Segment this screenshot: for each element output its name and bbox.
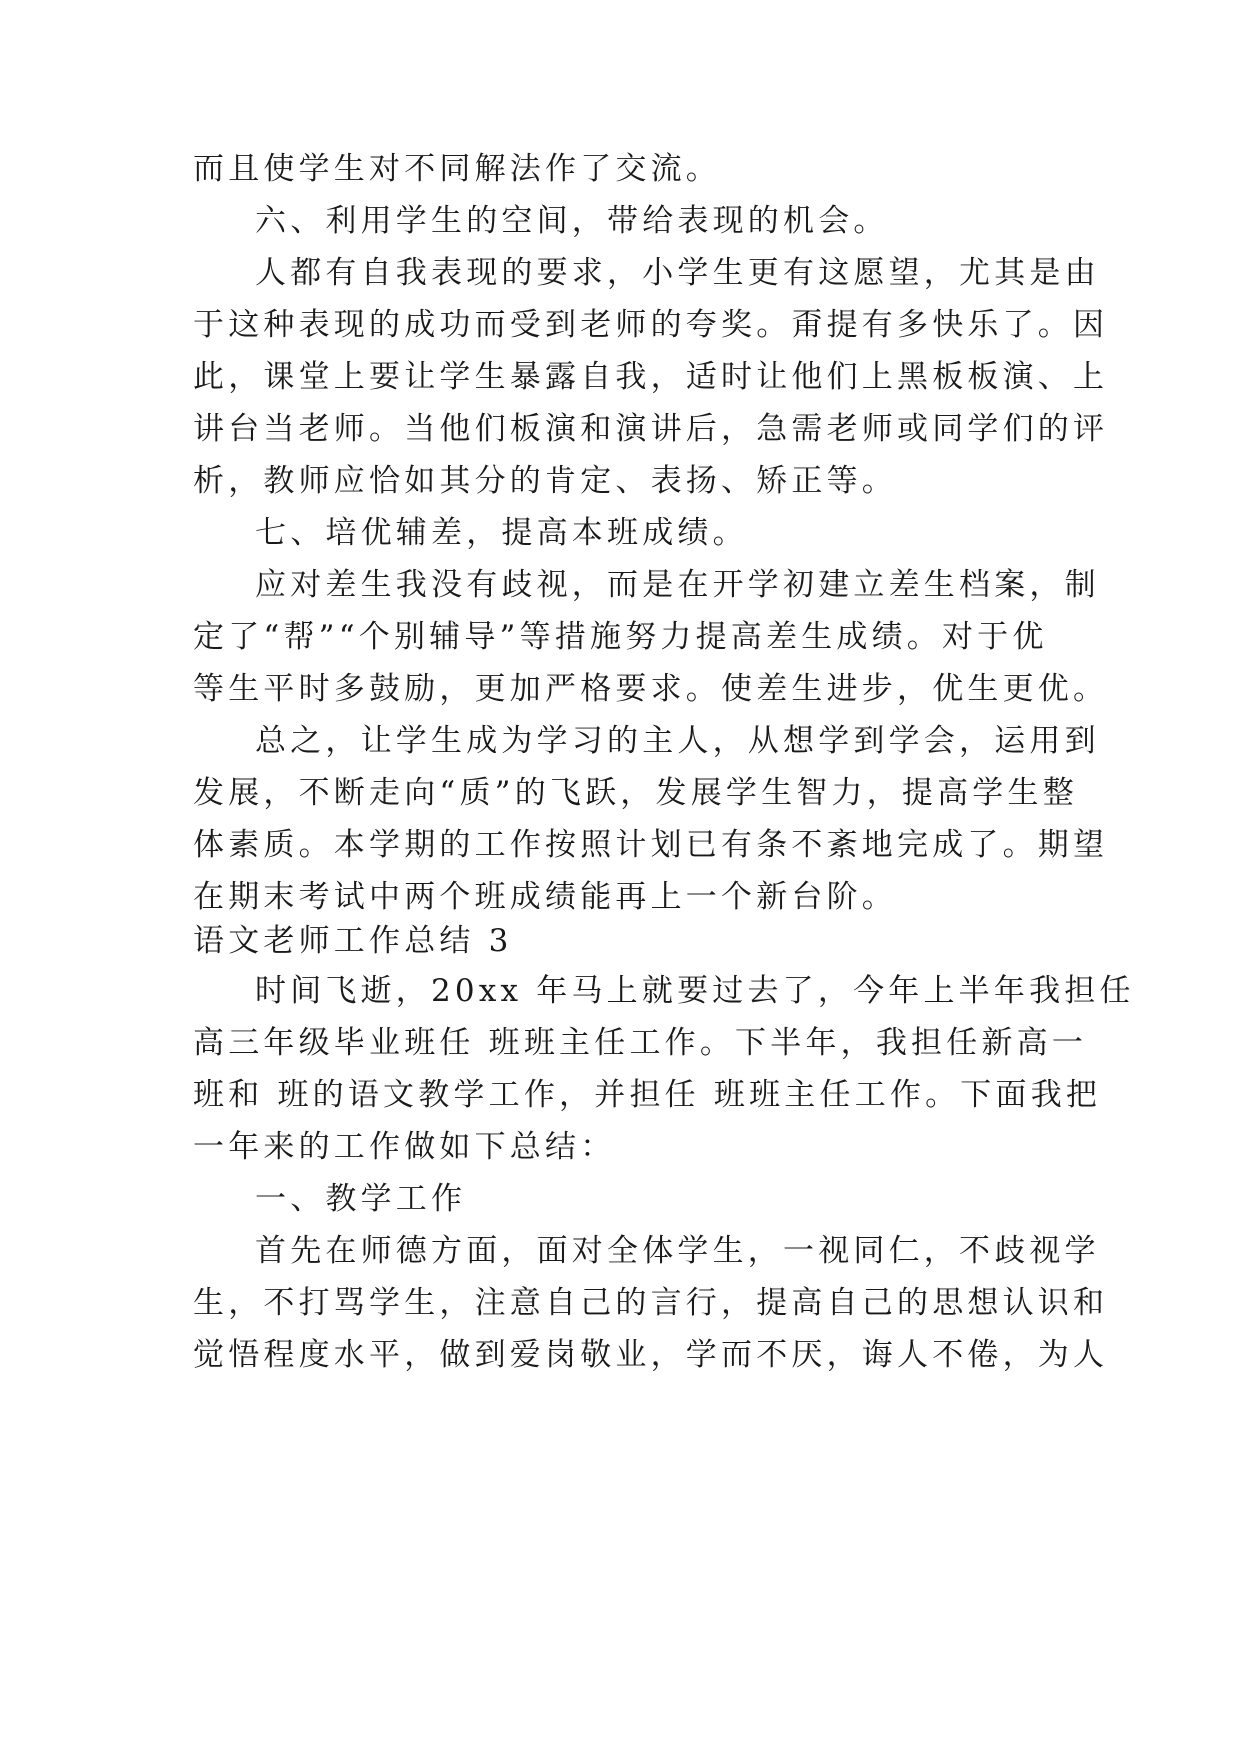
paragraph-line: 在期末考试中两个班成绩能再上一个新台阶。: [193, 879, 897, 915]
paragraph-line: 此，课堂上要让学生暴露自我，适时让他们上黑板板演、上: [193, 359, 1109, 395]
paragraph-line: 高三年级毕业班任 班班主任工作。下半年，我担任新高一: [193, 1025, 1088, 1061]
paragraph-line: 生，不打骂学生，注意自己的言行，提高自己的思想认识和: [193, 1285, 1109, 1321]
paragraph-line: 时间飞逝，20xx 年马上就要过去了，今年上半年我担任: [255, 973, 1135, 1009]
paragraph-line: 而且使学生对不同解法作了交流。: [193, 151, 721, 187]
paragraph-line: 析，教师应恰如其分的肯定、表扬、矫正等。: [193, 463, 897, 499]
paragraph-line: 等生平时多鼓励，更加严格要求。使差生进步，优生更优。: [193, 671, 1109, 707]
paragraph-line: 讲台当老师。当他们板演和演讲后，急需老师或同学们的评: [193, 411, 1109, 447]
paragraph-line: 应对差生我没有歧视，而是在开学初建立差生档案，制: [255, 567, 1100, 603]
paragraph-line: 人都有自我表现的要求，小学生更有这愿望，尤其是由: [255, 255, 1100, 291]
paragraph-line: 总之，让学生成为学习的主人，从想学到学会，运用到: [255, 723, 1100, 759]
paragraph-line: 班和 班的语文教学工作，并担任 班班主任工作。下面我把: [193, 1077, 1102, 1113]
document-title: 语文老师工作总结 3: [193, 923, 513, 959]
section-heading: 七、培优辅差，提高本班成绩。: [255, 515, 748, 551]
paragraph-line: 定了“帮”“个别辅导”等措施努力提高差生成绩。对于优: [193, 619, 1048, 655]
paragraph-line: 觉悟程度水平，做到爱岗敬业，学而不厌，诲人不倦，为人: [193, 1337, 1109, 1373]
paragraph-line: 一年来的工作做如下总结：: [193, 1129, 616, 1165]
paragraph-line: 首先在师德方面，面对全体学生，一视同仁，不歧视学: [255, 1233, 1100, 1269]
paragraph-line: 发展，不断走向“质”的飞跃，发展学生智力，提高学生整: [193, 775, 1078, 811]
section-heading: 六、利用学生的空间，带给表现的机会。: [255, 203, 889, 239]
paragraph-line: 于这种表现的成功而受到老师的夸奖。甭提有多快乐了。因: [193, 307, 1109, 343]
paragraph-line: 体素质。本学期的工作按照计划已有条不紊地完成了。期望: [193, 827, 1109, 863]
section-heading: 一、教学工作: [255, 1181, 467, 1217]
